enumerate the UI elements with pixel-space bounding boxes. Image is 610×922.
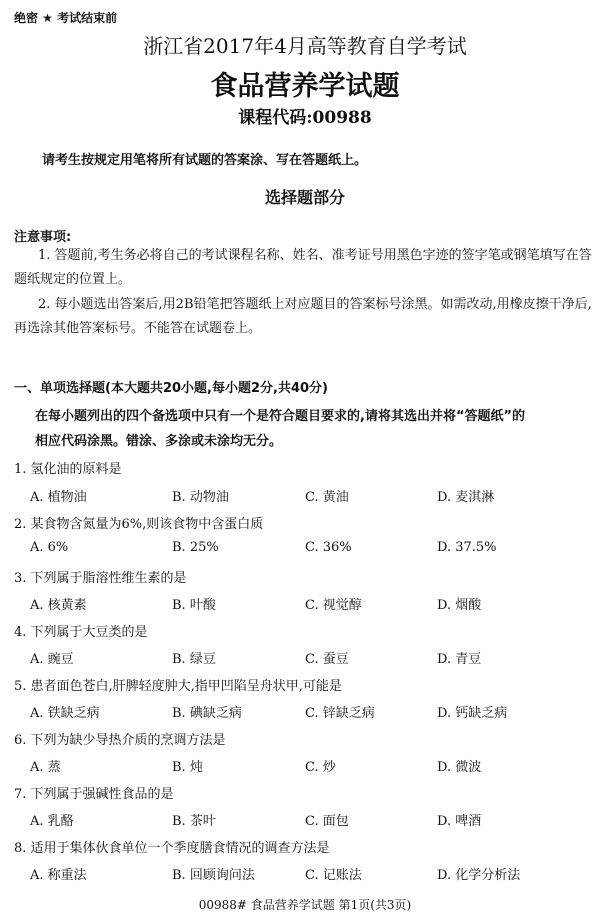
- answer-instruction: 请考生按规定用笔将所有试题的答案涂、写在答题纸上。: [42, 153, 368, 168]
- question-4-option-c: C. 蚕豆: [305, 652, 349, 667]
- notice-item-2: 2. 每小题选出答案后,用2B铅笔把答题纸上对应题目的答案标号涂黑。如需改动,用橡皮擦干净后,再选涂其他答案标号。不能答在试题卷上。: [14, 297, 592, 336]
- question-stem-4: 4. 下列属于大豆类的是: [14, 625, 148, 640]
- question-8-option-b: B. 回顾询问法: [172, 868, 255, 883]
- notice-heading: 注意事项:: [14, 230, 72, 245]
- question-5-option-d: D. 钙缺乏病: [437, 706, 508, 721]
- notice-item-1: 1. 答题前,考生务必将自己的考试课程名称、姓名、准考证号用黑色字迹的签字笔或钢笔填写在答题纸规定的位置上。: [14, 248, 592, 287]
- question-stem-6: 6. 下列为缺少导热介质的烹调方法是: [14, 733, 226, 748]
- question-5-option-c: C. 锌缺乏病: [305, 706, 375, 721]
- question-7-option-b: B. 茶叶: [172, 814, 216, 829]
- part-heading: 一、单项选择题(本大题共20小题,每小题2分,共40分): [14, 381, 328, 396]
- secret-label: 绝密 ★ 考试结束前: [14, 11, 118, 25]
- question-8-option-a: A. 称重法: [30, 868, 87, 883]
- question-3-option-a: A. 核黄素: [30, 598, 87, 613]
- question-1-option-c: C. 黄油: [305, 490, 349, 505]
- question-stem-2: 2. 某食物含氮量为6%,则该食物中含蛋白质: [14, 517, 264, 532]
- question-stem-1: 1. 氢化油的原料是: [14, 462, 122, 477]
- question-6-option-d: D. 微波: [437, 760, 482, 775]
- question-4-option-b: B. 绿豆: [172, 652, 216, 667]
- page-footer: 00988# 食品营养学试题 第1页(共3页): [198, 898, 412, 912]
- question-5-option-a: A. 铁缺乏病: [30, 706, 100, 721]
- question-stem-5: 5. 患者面色苍白,肝脾轻度肿大,指甲凹陷呈舟状甲,可能是: [14, 679, 342, 694]
- section-heading: 选择题部分: [264, 188, 345, 207]
- question-6-option-c: C. 炒: [305, 760, 336, 775]
- part-description-line-2: 相应代码涂黑。错涂、多涂或未涂均无分。: [35, 434, 283, 449]
- course-code: 课程代码:00988: [238, 108, 372, 128]
- subject-title: 食品营养学试题: [210, 71, 400, 102]
- question-5-option-b: B. 碘缺乏病: [172, 706, 242, 721]
- question-4-option-a: A. 豌豆: [30, 652, 74, 667]
- question-1-option-a: A. 植物油: [30, 490, 87, 505]
- question-1-option-d: D. 麦淇淋: [437, 490, 495, 505]
- question-1-option-b: B. 动物油: [172, 490, 229, 505]
- question-stem-8: 8. 适用于集体伙食单位一个季度膳食情况的调查方法是: [14, 841, 330, 856]
- question-3-option-d: D. 烟酸: [437, 598, 482, 613]
- question-6-option-a: A. 蒸: [30, 760, 61, 775]
- question-2-option-d: D. 37.5%: [437, 540, 497, 555]
- part-description-line-1: 在每小题列出的四个备选项中只有一个是符合题目要求的,请将其选出并将“答题纸”的: [35, 409, 526, 424]
- question-2-option-b: B. 25%: [172, 540, 219, 555]
- exam-title: 浙江省2017年4月高等教育自学考试: [143, 34, 467, 58]
- question-8-option-d: D. 化学分析法: [437, 868, 521, 883]
- question-7-option-c: C. 面包: [305, 814, 349, 829]
- question-2-option-c: C. 36%: [305, 540, 352, 555]
- question-stem-3: 3. 下列属于脂溶性维生素的是: [14, 571, 187, 586]
- question-6-option-b: B. 炖: [172, 760, 203, 775]
- question-stem-7: 7. 下列属于强碱性食品的是: [14, 787, 174, 802]
- question-2-option-a: A. 6%: [30, 540, 69, 555]
- question-8-option-c: C. 记账法: [305, 868, 362, 883]
- question-7-option-d: D. 啤酒: [437, 814, 482, 829]
- question-4-option-d: D. 青豆: [437, 652, 482, 667]
- question-7-option-a: A. 乳酪: [30, 814, 74, 829]
- question-3-option-b: B. 叶酸: [172, 598, 216, 613]
- question-3-option-c: C. 视觉醇: [305, 598, 362, 613]
